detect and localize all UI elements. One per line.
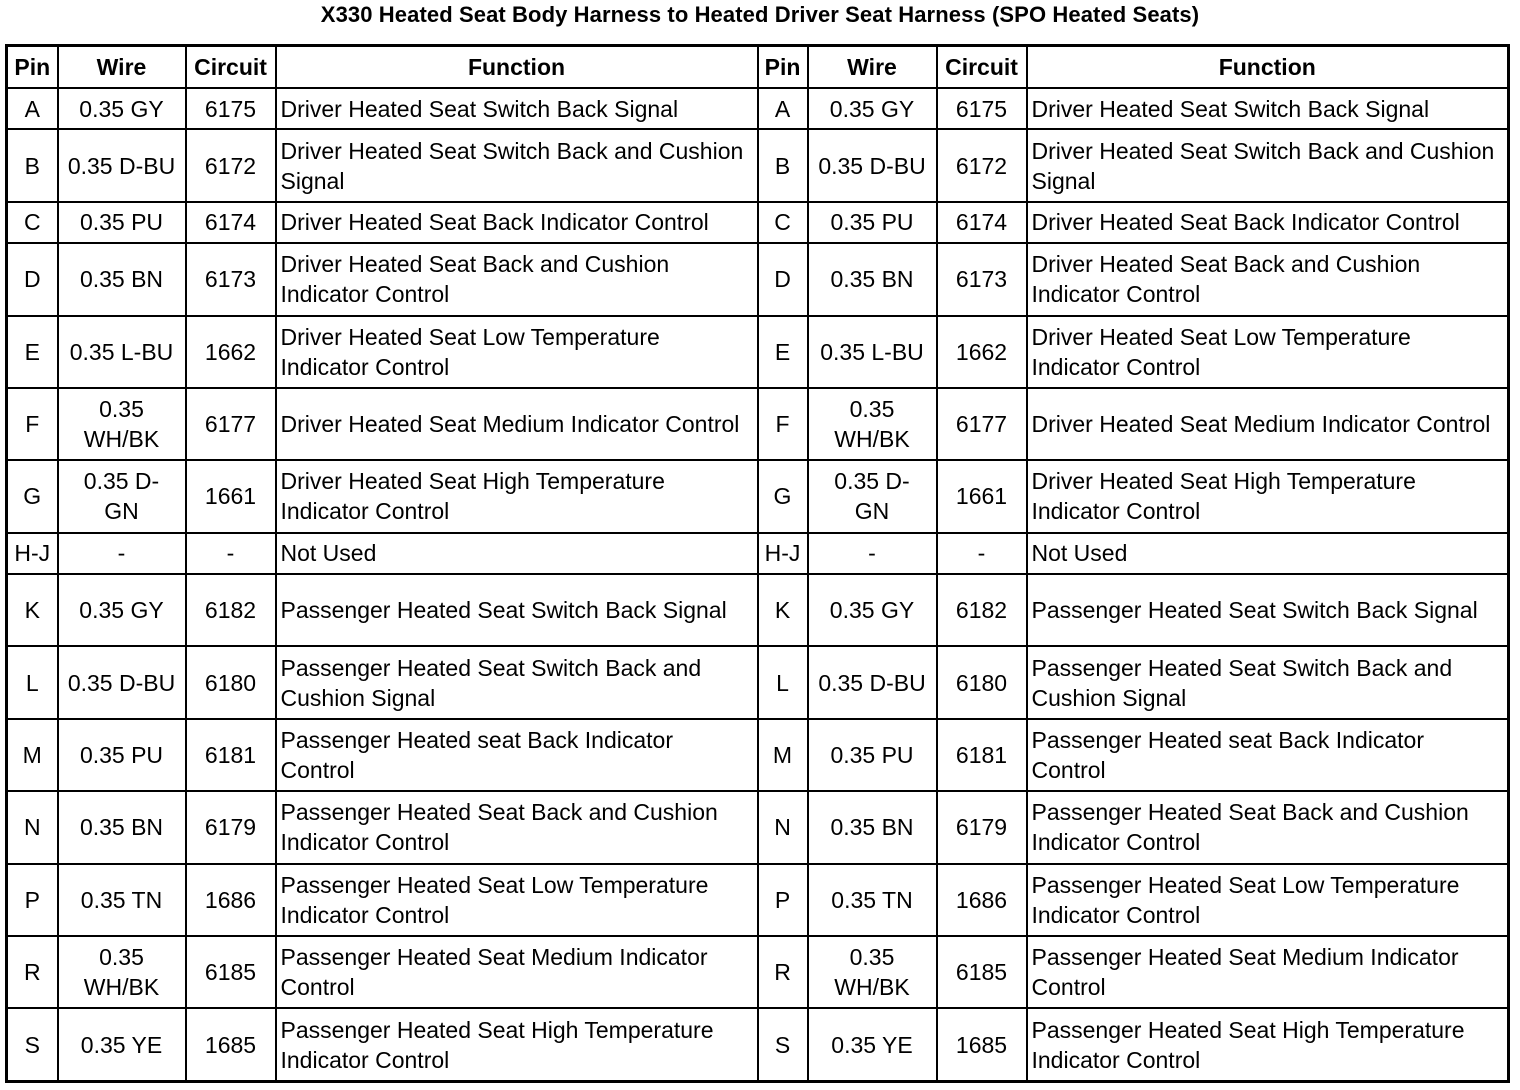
wire-cell: 0.35 YE bbox=[808, 1008, 937, 1081]
function-cell: Passenger Heated Seat Back and Cushion Indicator Control bbox=[1027, 791, 1509, 863]
header-function: Function bbox=[1027, 46, 1509, 89]
table-row bbox=[7, 316, 1509, 388]
header-wire: Wire bbox=[808, 46, 937, 89]
header-pin: Pin bbox=[758, 46, 808, 89]
table-row bbox=[7, 646, 1509, 718]
pin-cell: R bbox=[7, 936, 58, 1008]
wire-cell: 0.35 GY bbox=[58, 88, 186, 129]
table-row bbox=[7, 719, 1509, 791]
pin-cell: G bbox=[7, 460, 58, 532]
function-cell: Driver Heated Seat Back Indicator Control bbox=[276, 202, 758, 243]
header-circuit: Circuit bbox=[937, 46, 1027, 89]
circuit-cell: 6175 bbox=[937, 88, 1027, 129]
pin-cell: L bbox=[7, 646, 58, 718]
circuit-cell: 6181 bbox=[937, 719, 1027, 791]
pin-cell: C bbox=[7, 202, 58, 243]
wire-cell: 0.35 D-BU bbox=[808, 129, 937, 201]
table-row bbox=[7, 460, 1509, 532]
circuit-cell: 6182 bbox=[937, 574, 1027, 646]
wire-cell: 0.35 GY bbox=[58, 574, 186, 646]
function-cell: Not Used bbox=[1027, 533, 1509, 574]
table-row bbox=[7, 388, 1509, 460]
wire-cell: 0.35 D-BU bbox=[808, 646, 937, 718]
function-cell: Driver Heated Seat Low Temperature Indicator Control bbox=[276, 316, 758, 388]
function-cell: Driver Heated Seat Medium Indicator Control bbox=[276, 388, 758, 460]
pin-cell: C bbox=[758, 202, 808, 243]
circuit-cell: 6172 bbox=[937, 129, 1027, 201]
wire-cell: - bbox=[808, 533, 937, 574]
wire-cell: - bbox=[58, 533, 186, 574]
wire-cell: 0.35 L-BU bbox=[808, 316, 937, 388]
pin-cell: L bbox=[758, 646, 808, 718]
page-title: X330 Heated Seat Body Harness to Heated Driver Seat Harness (SPO Heated Seats) bbox=[320, 2, 1200, 27]
function-cell: Passenger Heated Seat High Temperature Indicator Control bbox=[1027, 1008, 1509, 1081]
header-wire: Wire bbox=[58, 46, 186, 89]
circuit-cell: 6172 bbox=[186, 129, 276, 201]
wire-cell: 0.35 L-BU bbox=[58, 316, 186, 388]
function-cell: Driver Heated Seat High Temperature Indicator Control bbox=[1027, 460, 1509, 532]
function-cell: Passenger Heated Seat Medium Indicator Control bbox=[276, 936, 758, 1008]
header-pin: Pin bbox=[7, 46, 58, 89]
circuit-cell: 6177 bbox=[937, 388, 1027, 460]
function-cell: Passenger Heated Seat Switch Back and Cushion Signal bbox=[1027, 646, 1509, 718]
wire-cell: 0.35 D-BU bbox=[58, 129, 186, 201]
pin-cell: N bbox=[758, 791, 808, 863]
circuit-cell: - bbox=[186, 533, 276, 574]
circuit-cell: 1686 bbox=[186, 864, 276, 936]
circuit-cell: 1661 bbox=[937, 460, 1027, 532]
function-cell: Driver Heated Seat Back Indicator Control bbox=[1027, 202, 1509, 243]
table-row bbox=[7, 936, 1509, 1008]
pin-cell: S bbox=[758, 1008, 808, 1081]
wire-cell: 0.35 YE bbox=[58, 1008, 186, 1081]
circuit-cell: 6175 bbox=[186, 88, 276, 129]
circuit-cell: - bbox=[937, 533, 1027, 574]
wire-cell: 0.35 BN bbox=[58, 791, 186, 863]
function-cell: Passenger Heated Seat Switch Back Signal bbox=[276, 574, 758, 646]
wire-cell: 0.35 D-GN bbox=[58, 460, 186, 532]
function-cell: Passenger Heated Seat Low Temperature Indicator Control bbox=[1027, 864, 1509, 936]
function-cell: Passenger Heated Seat Medium Indicator Control bbox=[1027, 936, 1509, 1008]
function-cell: Driver Heated Seat Switch Back Signal bbox=[1027, 88, 1509, 129]
table-row bbox=[7, 129, 1509, 201]
circuit-cell: 6181 bbox=[186, 719, 276, 791]
circuit-cell: 6179 bbox=[937, 791, 1027, 863]
pin-cell: K bbox=[758, 574, 808, 646]
table-row bbox=[7, 533, 1509, 574]
wire-cell: 0.35 D-BU bbox=[58, 646, 186, 718]
header-function: Function bbox=[276, 46, 758, 89]
function-cell: Passenger Heated Seat High Temperature Indicator Control bbox=[276, 1008, 758, 1081]
function-cell: Driver Heated Seat Medium Indicator Control bbox=[1027, 388, 1509, 460]
circuit-cell: 6177 bbox=[186, 388, 276, 460]
wire-cell: 0.35 WH/BK bbox=[58, 388, 186, 460]
function-cell: Not Used bbox=[276, 533, 758, 574]
wire-cell: 0.35 TN bbox=[808, 864, 937, 936]
wire-cell: 0.35 WH/BK bbox=[808, 936, 937, 1008]
function-cell: Driver Heated Seat Switch Back and Cushion Signal bbox=[1027, 129, 1509, 201]
circuit-cell: 1661 bbox=[186, 460, 276, 532]
circuit-cell: 6185 bbox=[937, 936, 1027, 1008]
circuit-cell: 6179 bbox=[186, 791, 276, 863]
circuit-cell: 6173 bbox=[937, 243, 1027, 315]
pin-cell: D bbox=[7, 243, 58, 315]
table-row bbox=[7, 574, 1509, 646]
wire-cell: 0.35 WH/BK bbox=[808, 388, 937, 460]
pin-cell: B bbox=[7, 129, 58, 201]
circuit-cell: 1662 bbox=[937, 316, 1027, 388]
function-cell: Passenger Heated Seat Switch Back Signal bbox=[1027, 574, 1509, 646]
circuit-cell: 6180 bbox=[937, 646, 1027, 718]
wire-cell: 0.35 WH/BK bbox=[58, 936, 186, 1008]
pin-cell: P bbox=[758, 864, 808, 936]
function-cell: Driver Heated Seat High Temperature Indicator Control bbox=[276, 460, 758, 532]
wire-cell: 0.35 GY bbox=[808, 88, 937, 129]
function-cell: Driver Heated Seat Back and Cushion Indicator Control bbox=[276, 243, 758, 315]
table-row bbox=[7, 243, 1509, 315]
circuit-cell: 1686 bbox=[937, 864, 1027, 936]
table-row bbox=[7, 1008, 1509, 1081]
pin-cell: N bbox=[7, 791, 58, 863]
wire-cell: 0.35 BN bbox=[808, 243, 937, 315]
pin-cell: B bbox=[758, 129, 808, 201]
table-row bbox=[7, 864, 1509, 936]
circuit-cell: 6180 bbox=[186, 646, 276, 718]
header-circuit: Circuit bbox=[186, 46, 276, 89]
pin-cell: E bbox=[758, 316, 808, 388]
circuit-cell: 1685 bbox=[186, 1008, 276, 1081]
pin-cell: D bbox=[758, 243, 808, 315]
pin-cell: M bbox=[7, 719, 58, 791]
table-row bbox=[7, 791, 1509, 863]
pin-cell: A bbox=[758, 88, 808, 129]
function-cell: Passenger Heated seat Back Indicator Control bbox=[276, 719, 758, 791]
pin-cell: G bbox=[758, 460, 808, 532]
pin-cell: M bbox=[758, 719, 808, 791]
wire-cell: 0.35 PU bbox=[58, 719, 186, 791]
function-cell: Driver Heated Seat Back and Cushion Indicator Control bbox=[1027, 243, 1509, 315]
pin-cell: F bbox=[7, 388, 58, 460]
header-row bbox=[7, 46, 1509, 89]
pin-cell: S bbox=[7, 1008, 58, 1081]
circuit-cell: 1662 bbox=[186, 316, 276, 388]
table-row bbox=[7, 202, 1509, 243]
circuit-cell: 1685 bbox=[937, 1008, 1027, 1081]
circuit-cell: 6173 bbox=[186, 243, 276, 315]
wire-cell: 0.35 BN bbox=[58, 243, 186, 315]
wire-cell: 0.35 PU bbox=[58, 202, 186, 243]
wire-cell: 0.35 D-GN bbox=[808, 460, 937, 532]
pin-cell: P bbox=[7, 864, 58, 936]
pin-cell: A bbox=[7, 88, 58, 129]
function-cell: Passenger Heated Seat Low Temperature Indicator Control bbox=[276, 864, 758, 936]
function-cell: Driver Heated Seat Switch Back and Cushion Signal bbox=[276, 129, 758, 201]
pin-cell: K bbox=[7, 574, 58, 646]
pin-cell: E bbox=[7, 316, 58, 388]
circuit-cell: 6174 bbox=[937, 202, 1027, 243]
wire-cell: 0.35 PU bbox=[808, 719, 937, 791]
circuit-cell: 6174 bbox=[186, 202, 276, 243]
function-cell: Passenger Heated Seat Switch Back and Cushion Signal bbox=[276, 646, 758, 718]
pin-cell: F bbox=[758, 388, 808, 460]
pin-cell: H-J bbox=[758, 533, 808, 574]
wire-cell: 0.35 BN bbox=[808, 791, 937, 863]
pin-cell: R bbox=[758, 936, 808, 1008]
pin-cell: H-J bbox=[7, 533, 58, 574]
wire-cell: 0.35 TN bbox=[58, 864, 186, 936]
connector-pin-table bbox=[5, 44, 1510, 1083]
table-row bbox=[7, 88, 1509, 129]
wire-cell: 0.35 GY bbox=[808, 574, 937, 646]
circuit-cell: 6182 bbox=[186, 574, 276, 646]
wire-cell: 0.35 PU bbox=[808, 202, 937, 243]
function-cell: Passenger Heated seat Back Indicator Control bbox=[1027, 719, 1509, 791]
function-cell: Driver Heated Seat Low Temperature Indicator Control bbox=[1027, 316, 1509, 388]
function-cell: Passenger Heated Seat Back and Cushion Indicator Control bbox=[276, 791, 758, 863]
function-cell: Driver Heated Seat Switch Back Signal bbox=[276, 88, 758, 129]
circuit-cell: 6185 bbox=[186, 936, 276, 1008]
